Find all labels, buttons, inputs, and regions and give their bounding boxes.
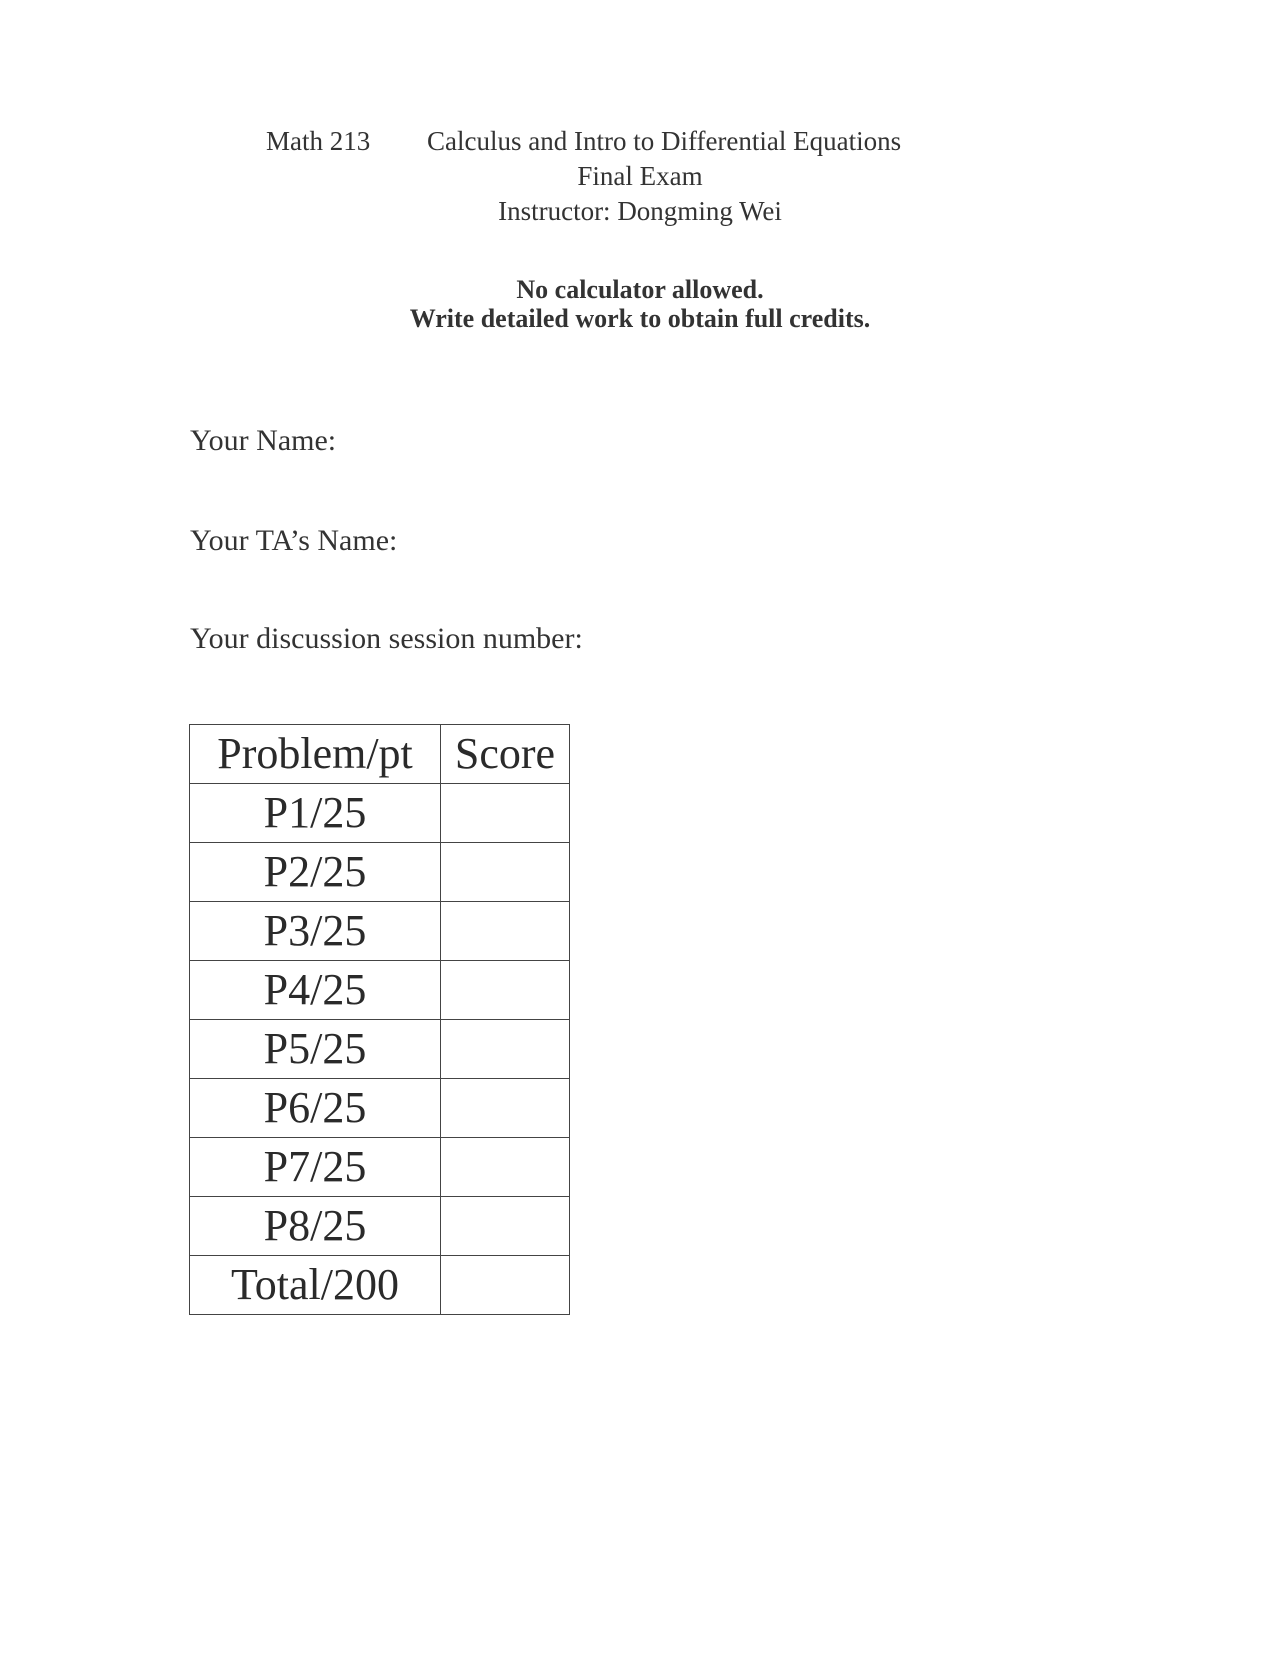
ta-name-label: Your TA’s Name:	[190, 524, 398, 557]
problem-cell: P8/25	[190, 1197, 441, 1256]
problem-cell: P6/25	[190, 1079, 441, 1138]
total-row	[190, 1256, 570, 1315]
table-row	[190, 1079, 570, 1138]
student-name-label: Your Name:	[190, 424, 337, 457]
instructor-line: Instructor: Dongming Wei	[498, 196, 782, 226]
total-score-cell	[441, 1256, 570, 1315]
problem-cell: P4/25	[190, 961, 441, 1020]
score-cell	[441, 1020, 570, 1079]
table-row	[190, 961, 570, 1020]
table-row	[190, 1138, 570, 1197]
notice-calculator: No calculator allowed.	[516, 275, 764, 304]
score-table-header-row	[190, 725, 570, 784]
problem-cell: P7/25	[190, 1138, 441, 1197]
exam-title: Final Exam	[577, 161, 703, 191]
table-row	[190, 1020, 570, 1079]
score-table	[189, 724, 570, 1315]
score-cell	[441, 843, 570, 902]
course-code: Math 213	[266, 126, 371, 156]
score-cell	[441, 784, 570, 843]
score-cell	[441, 1079, 570, 1138]
problem-cell: P5/25	[190, 1020, 441, 1079]
header-course-line	[0, 124, 1280, 159]
table-row	[190, 784, 570, 843]
problem-cell: P3/25	[190, 902, 441, 961]
score-cell	[441, 1138, 570, 1197]
table-row	[190, 1197, 570, 1256]
discussion-session-label: Your discussion session number:	[190, 622, 583, 655]
table-row	[190, 902, 570, 961]
course-title: Calculus and Intro to Differential Equations	[427, 126, 902, 156]
total-cell: Total/200	[190, 1256, 441, 1315]
score-cell	[441, 902, 570, 961]
problem-cell: P2/25	[190, 843, 441, 902]
table-row	[190, 843, 570, 902]
exam-header	[0, 124, 1280, 229]
header-score: Score	[441, 725, 570, 784]
score-cell	[441, 961, 570, 1020]
header-problem: Problem/pt	[190, 725, 441, 784]
notice-detailed-work: Write detailed work to obtain full credits.	[409, 304, 871, 333]
exam-instructions	[0, 275, 1280, 333]
problem-cell: P1/25	[190, 784, 441, 843]
score-cell	[441, 1197, 570, 1256]
